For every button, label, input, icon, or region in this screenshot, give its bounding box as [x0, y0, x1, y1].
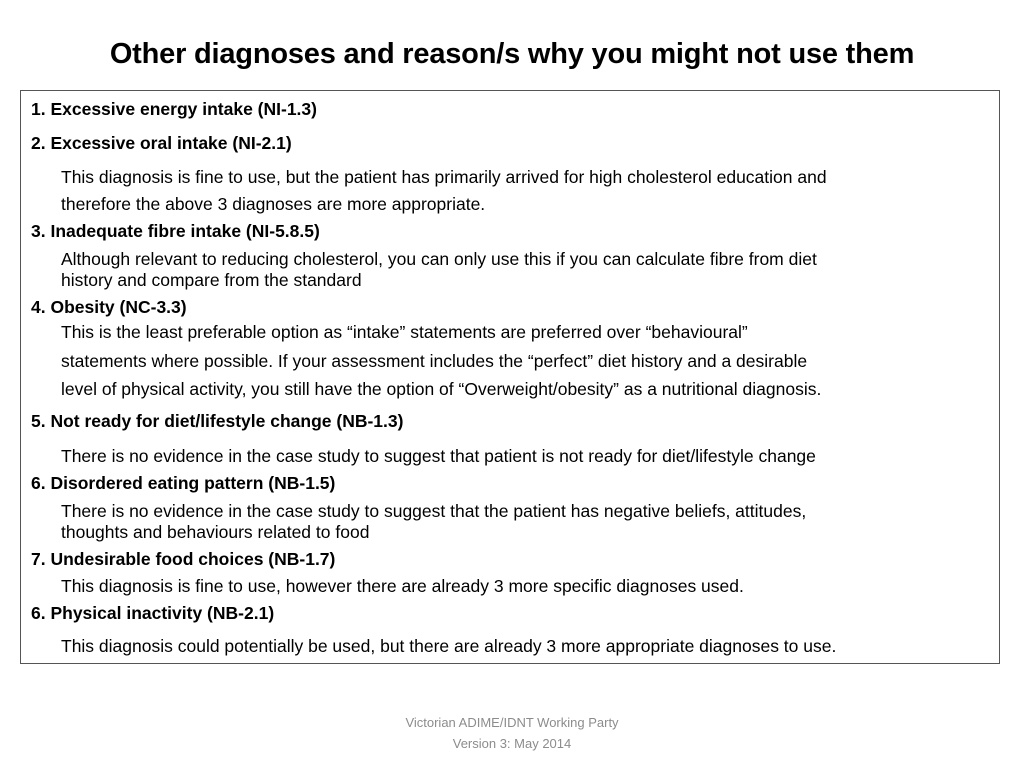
item-4-description-line-1: This is the least preferable option as “intake” statements are preferred over “behavioural”: [61, 322, 748, 342]
item-8-description-line-1: This diagnosis could potentially be used, but there are already 3 more appropriate diagnoses to use.: [61, 636, 837, 656]
item-2-heading: 2. Excessive oral intake (NI-2.1): [31, 133, 292, 153]
item-4-heading: 4. Obesity (NC-3.3): [31, 297, 187, 317]
item-2-description-line-2: therefore the above 3 diagnoses are more appropriate.: [61, 194, 486, 214]
item-2-description-line-1: This diagnosis is fine to use, but the patient has primarily arrived for high cholesterol education and: [61, 167, 827, 187]
item-3-description-line-2: history and compare from the standard: [61, 270, 362, 290]
item-6-heading: 6. Disordered eating pattern (NB-1.5): [31, 473, 336, 493]
item-4-description-line-3: level of physical activity, you still have the option of “Overweight/obesity” as a nutritional diagnosis.: [61, 379, 822, 399]
footer-line-1: Victorian ADIME/IDNT Working Party: [405, 715, 619, 730]
footer-line-2: Version 3: May 2014: [452, 736, 572, 751]
diagnoses-box: [20, 90, 1000, 664]
item-3-heading: 3. Inadequate fibre intake (NI-5.8.5): [31, 221, 320, 241]
slide-title: Other diagnoses and reason/s why you might not use them: [109, 38, 915, 70]
item-7-heading: 7. Undesirable food choices (NB-1.7): [31, 549, 336, 569]
item-5-description-line-1: There is no evidence in the case study to suggest that patient is not ready for diet/lifestyle change: [61, 446, 816, 466]
item-3-description-line-1: Although relevant to reducing cholesterol, you can only use this if you can calculate fibre from diet: [61, 249, 817, 269]
item-8-heading: 6. Physical inactivity (NB-2.1): [31, 603, 275, 623]
item-6-description-line-1: There is no evidence in the case study to suggest that the patient has negative beliefs, attitudes,: [61, 501, 807, 521]
item-7-description-line-1: This diagnosis is fine to use, however there are already 3 more specific diagnoses used.: [61, 576, 744, 596]
item-1-heading: 1. Excessive energy intake (NI-1.3): [31, 99, 317, 119]
item-4-description-line-2: statements where possible. If your assessment includes the “perfect” diet history and a desirable: [61, 351, 808, 371]
item-5-heading: 5. Not ready for diet/lifestyle change (NB-1.3): [31, 411, 404, 431]
item-6-description-line-2: thoughts and behaviours related to food: [61, 522, 370, 542]
